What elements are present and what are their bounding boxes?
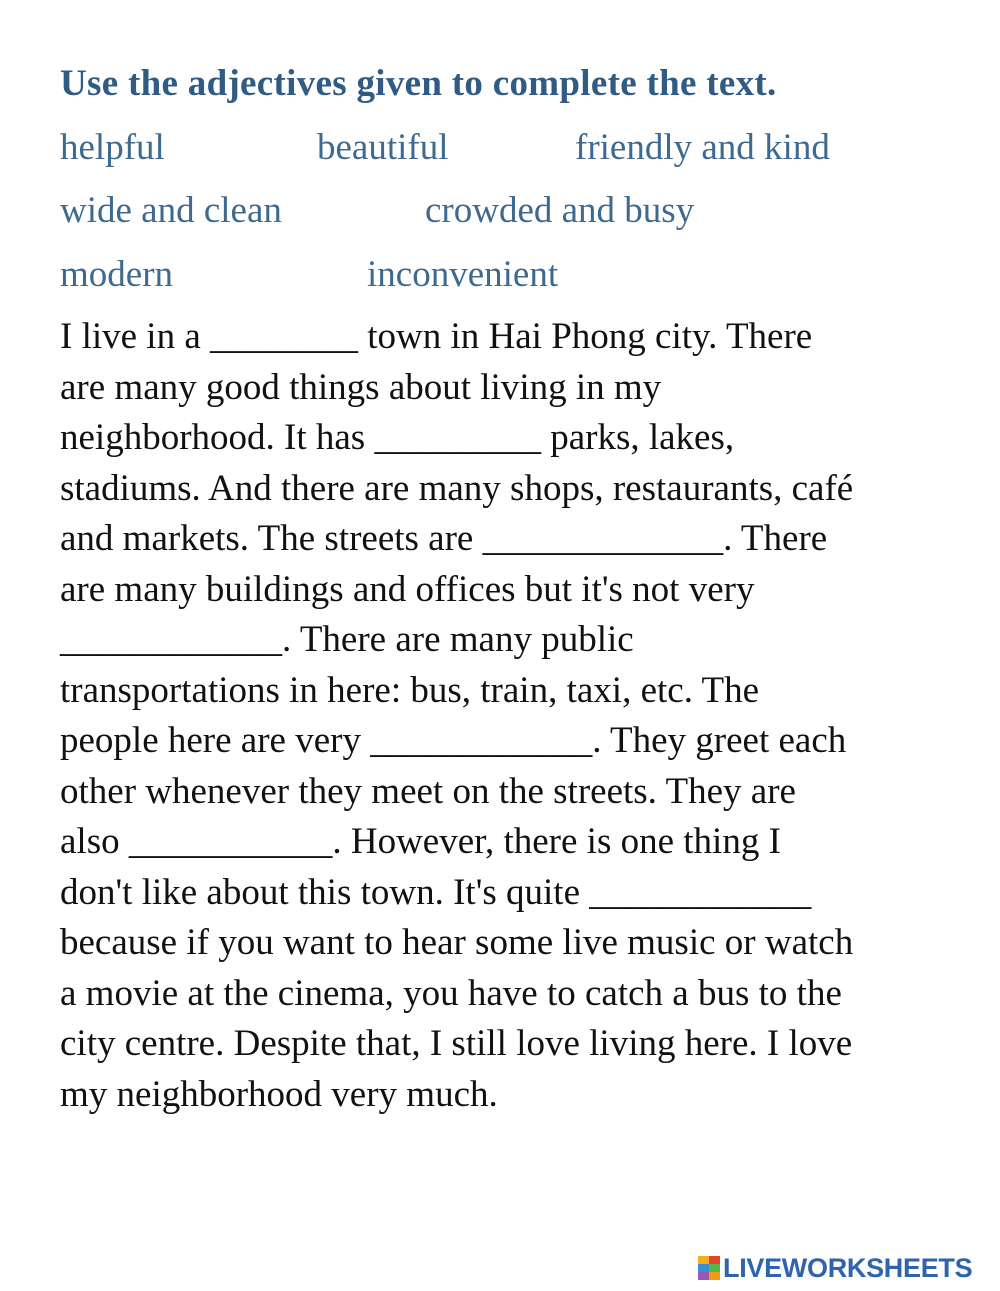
logo-mark-cell	[709, 1256, 720, 1264]
passage-line: city centre. Despite that, I still love living here. I love	[60, 1023, 853, 1064]
passage-line: a movie at the cinema, you have to catch a bus to the	[60, 972, 842, 1014]
passage-line: neighborhood. It has _________ parks, lakes,	[60, 417, 735, 458]
passage-line: also ___________. However, there is one thing I	[60, 821, 781, 862]
passage-line: don't like about this town. It's quite ____________	[60, 871, 812, 913]
passage-line: I live in a ________ town in Hai Phong city. There	[60, 316, 813, 357]
word-bank-item: inconvenient	[367, 254, 559, 295]
passage-line: stadiums. And there are many shops, restaurants, café	[60, 467, 854, 509]
word-bank-item: helpful	[60, 127, 165, 168]
passage-line: ____________. There are many public	[60, 619, 634, 660]
logo-mark-cell	[698, 1272, 709, 1280]
passage-line: are many buildings and offices but it's not very	[60, 568, 755, 610]
logo-wordmark: LIVEWORKSHEETS	[723, 1252, 973, 1283]
passage-text	[60, 312, 960, 1120]
passage-line: other whenever they meet on the streets. They are	[60, 770, 796, 812]
word-bank-item: friendly and kind	[575, 127, 830, 168]
word-bank-item: modern	[60, 254, 174, 295]
passage-line: my neighborhood very much.	[60, 1073, 498, 1115]
word-bank-item: wide and clean	[60, 190, 282, 231]
instruction-heading: Use the adjectives given to complete the text.	[60, 63, 777, 104]
word-bank-item: beautiful	[317, 127, 449, 168]
liveworksheets-logo-icon	[698, 1256, 720, 1280]
passage-line: people here are very ____________. They greet each	[60, 720, 847, 761]
logo-mark-cell	[709, 1272, 720, 1280]
liveworksheets-logo	[698, 1253, 972, 1283]
word-bank-item: crowded and busy	[425, 190, 695, 231]
passage-line: transportations in here: bus, train, taxi, etc. The	[60, 669, 760, 711]
logo-mark-cell	[698, 1256, 709, 1264]
passage-line: and markets. The streets are _____________. There	[60, 518, 828, 559]
logo-mark-cell	[709, 1264, 720, 1272]
logo-mark-cell	[698, 1264, 709, 1272]
passage-line: are many good things about living in my	[60, 366, 662, 408]
passage-line: because if you want to hear some live music or watch	[60, 922, 854, 963]
